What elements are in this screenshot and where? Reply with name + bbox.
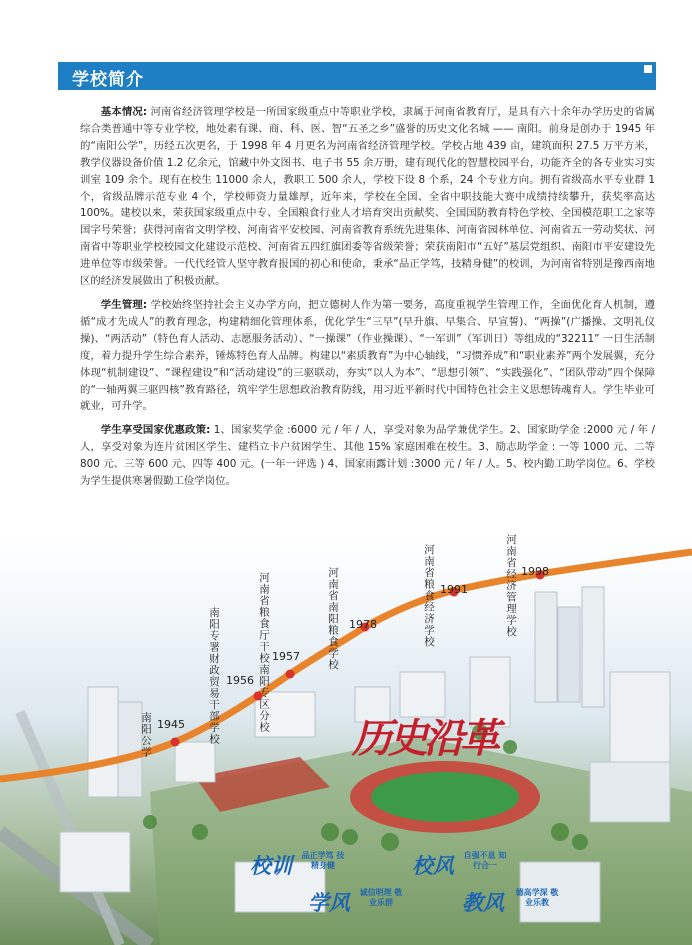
paragraph-lead: 学生享受国家优惠政策:	[100, 424, 211, 437]
motto-phrase-xuefeng: 诚信明理 敬业乐群	[359, 887, 403, 907]
timeline-name-1945: 南阳公学	[140, 712, 152, 758]
section-header-bar	[58, 62, 656, 90]
paragraph-lead: 学生管理:	[100, 298, 148, 311]
section-title: 学校简介	[72, 70, 144, 90]
timeline-year-1998: 1998	[521, 565, 549, 578]
timeline-year-1945: 1945	[157, 718, 185, 731]
motto-label-xiaofeng: 校风	[412, 853, 454, 878]
paragraph-lead: 基本情况:	[100, 106, 148, 118]
timeline-name-1956: 南阳专署财政贸易干部学校	[208, 607, 220, 745]
timeline-year-1991: 1991	[440, 583, 468, 596]
timeline-year-1956: 1956	[226, 674, 254, 687]
paragraph-policy	[80, 422, 655, 490]
motto-label-xuefeng: 学风	[308, 890, 350, 915]
paragraph-body: 学校始终坚持社会主义办学方向，把立德树人作为第一要务，高度重视学生管理工作，全面优化育人机制，遵循“成才先成人”的教育理念，构建精细化管理体系，优化学生“三早”(早升旗、早集合、早宣誓)、“两操”(广播操、文明礼仪操)、“两活动”（特色育人活动、志愿服务活动）、“一操课”（作业操课）、“一军训”（军训日）等组成的“32211” 一日生活制度，着力提升学生综合素养，锤炼特色育人品牌。构建以“素质教育”为中心轴线，“习惯养成”和“职业素养”两个发展翼，充分体现“机制建设”、“课程建设”和“活动建设”的三驱联动，夯实“以人为本”、“思想引领”、“实践强化”、“团队带动”四个保障的“一轴两翼三驱四核”教育路径，筑牢学生思想政治教育防线，用习近平新时代中国特色社会主义思想铸魂育人。学生毕业可就业，可升学。	[80, 298, 655, 413]
timeline-dot-1945	[171, 738, 180, 747]
campus-aerial-scene	[0, 532, 692, 945]
timeline-name-1998: 河南省经济管理学校	[505, 534, 517, 638]
paragraph-basic-info	[80, 104, 655, 290]
header-corner-decoration	[644, 65, 652, 73]
motto-phrase-xiaoxun: 品正学笃 技精身健	[301, 850, 345, 870]
motto-label-xiaoxun: 校训	[250, 853, 292, 878]
history-calligraphy-title: 历史沿革	[352, 715, 496, 762]
paragraph-body: 1、国家奖学金 :6000 元 / 年 / 人，享受对象为品学兼优学生。2、国家助学金 :2000 元 / 年 / 人，享受对象为连片贫困区学生、建档立卡户贫困学生、其他 15% 家庭困难在校生。3、励志助学金 : 一等 1000 元、二等 800 元、三等 600 元、四等 400 元。(一年一评选 ) 4、国家雨露计划 :3000 元 / 年 / 人。5、校内勤工助学岗位。6、学校为学生提供寒暑假勤工俭学岗位。	[80, 424, 655, 488]
timeline-year-1978: 1978	[349, 618, 377, 631]
timeline-name-1978: 河南省南阳粮食学校	[327, 567, 339, 671]
intro-text	[80, 104, 655, 497]
timeline-dot-1957	[286, 670, 295, 679]
campus-history-illustration	[0, 532, 692, 945]
timeline-name-1991: 河南省粮食经济学校	[423, 544, 435, 648]
motto-phrase-xiaofeng: 自强不息 知行合一	[463, 850, 507, 870]
timeline-year-1957: 1957	[272, 650, 300, 663]
paragraph-student-management	[80, 297, 655, 415]
timeline-name-1957: 河南省粮食厅干校南阳专区分校	[258, 572, 270, 733]
motto-phrase-jiaofeng: 德高学深 敬业乐教	[515, 887, 559, 907]
paragraph-body: 河南省经济管理学校是一所国家级重点中等职业学校，隶属于河南省教育厅，是具有六十余年办学历史的省属综合类普通中等专业学校，地处素有课、商、科、医、智“五圣之乡”盛誉的历史文化名城 —— 南阳。前身是创办于 1945 年的“南阳公学”，历经五次更名，于 1998 年 4 月更名为河南省经济管理学校。学校占地 439 亩，建筑面积 27.5 万平方米，教学仪器设备价值 1.2 亿余元，馆藏中外文图书、电子书 55 余万册，建有现代化的智慧校园平台，功能齐全的各专业实习实训室 109 余个。现有在校生 11000 余人，教职工 500 余人，学校下设 8 个系，24 个专业方向。拥有省级高水平专业群 1 个，省级品牌示范专业 4 个，学校师资力量雄厚，近年来，学校在全国、全省中职技能大赛中成绩持续攀升，获奖率高达 100%。建校以来，荣获国家级重点中专、全国粮食行业人才培育突出贡献奖、全国国防教育特色学校、全国模范职工之家等国字号荣誉；获得河南省文明学校、河南省平安校园、河南省教育系统先进集体、河南省园林单位、河南省五一劳动奖状、河南省中等职业学校校园文化建设示范校、河南省五四红旗团委等省级荣誉；荣获南阳市“五好”基层党组织、南阳市平安建设先进单位等市级荣誉。一代代经管人坚守教育报国的初心和使命，秉承“品正学笃，技精身健”的校训，为河南省特别是豫西南地区的经济发展做出了积极贡献。	[80, 106, 655, 288]
motto-label-jiaofeng: 教风	[462, 890, 504, 915]
